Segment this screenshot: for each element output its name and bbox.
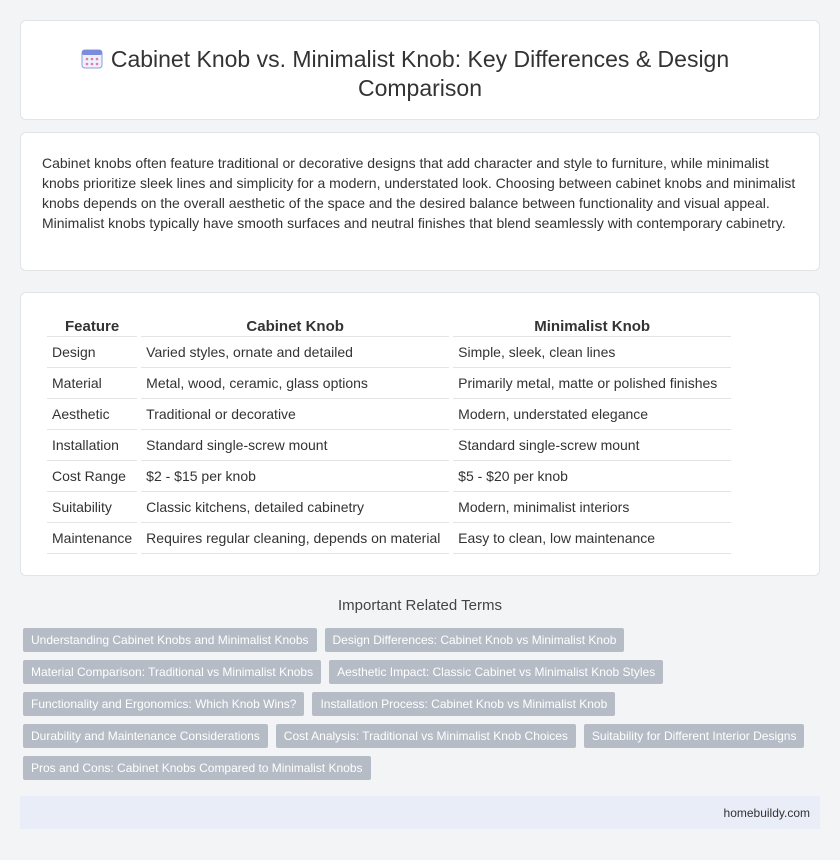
tag-link[interactable]: Cost Analysis: Traditional vs Minimalist Knob Choices (276, 724, 576, 748)
footer-site-link[interactable]: homebuildy.com (723, 806, 810, 820)
tag-link[interactable]: Durability and Maintenance Considerations (23, 724, 268, 748)
table-row (47, 337, 731, 368)
footer (20, 796, 820, 829)
table-header-row (47, 315, 731, 337)
table-row (47, 368, 731, 399)
header-minimalist-knob: Minimalist Knob (453, 315, 731, 337)
cell-feature: Aesthetic (47, 399, 137, 430)
cell-minimalist: Easy to clean, low maintenance (453, 523, 731, 554)
cell-cabinet: Standard single-screw mount (141, 430, 449, 461)
cell-minimalist: Standard single-screw mount (453, 430, 731, 461)
tag-link[interactable]: Pros and Cons: Cabinet Knobs Compared to Minimalist Knobs (23, 756, 371, 780)
tag-link[interactable]: Suitability for Different Interior Designs (584, 724, 805, 748)
cell-minimalist: Modern, understated elegance (453, 399, 731, 430)
cell-cabinet: Varied styles, ornate and detailed (141, 337, 449, 368)
tag-link[interactable]: Understanding Cabinet Knobs and Minimalist Knobs (23, 628, 317, 652)
tag-link[interactable]: Aesthetic Impact: Classic Cabinet vs Minimalist Knob Styles (329, 660, 663, 684)
cell-cabinet: Traditional or decorative (141, 399, 449, 430)
cell-feature: Cost Range (47, 461, 137, 492)
table-row (47, 399, 731, 430)
tag-row (23, 628, 823, 652)
cell-cabinet: $2 - $15 per knob (141, 461, 449, 492)
cell-feature: Suitability (47, 492, 137, 523)
cell-minimalist: Modern, minimalist interiors (453, 492, 731, 523)
table-row (47, 461, 731, 492)
cell-minimalist: $5 - $20 per knob (453, 461, 731, 492)
tag-row (23, 756, 823, 780)
cell-cabinet: Classic kitchens, detailed cabinetry (141, 492, 449, 523)
intro-card (20, 132, 820, 271)
table-row (47, 492, 731, 523)
cell-feature: Installation (47, 430, 137, 461)
cell-minimalist: Simple, sleek, clean lines (453, 337, 731, 368)
comparison-table (43, 315, 735, 554)
cell-minimalist: Primarily metal, matte or polished finishes (453, 368, 731, 399)
tag-link[interactable]: Functionality and Ergonomics: Which Knob Wins? (23, 692, 304, 716)
tag-row (23, 692, 823, 716)
tag-link[interactable]: Design Differences: Cabinet Knob vs Minimalist Knob (325, 628, 625, 652)
tag-link[interactable]: Installation Process: Cabinet Knob vs Minimalist Knob (312, 692, 615, 716)
cell-feature: Material (47, 368, 137, 399)
cell-cabinet: Requires regular cleaning, depends on material (141, 523, 449, 554)
cell-feature: Design (47, 337, 137, 368)
page-title: Cabinet Knob vs. Minimalist Knob: Key Differences & Design Comparison (110, 46, 730, 101)
comparison-table-card (20, 292, 820, 576)
header-feature: Feature (47, 315, 137, 337)
cell-cabinet: Metal, wood, ceramic, glass options (141, 368, 449, 399)
intro-paragraph: Cabinet knobs often feature traditional or decorative designs that add character and style to furniture, while minimalist knobs prioritize sleek lines and simplicity for a modern, understated look. Choosing between cabinet knobs and minimalist knobs depends on the overall aesthetic of the space and the desired balance between functionality and visual appeal. Minimalist knobs typically have smooth surfaces and neutral finishes that blend seamlessly with contemporary cabinetry. (42, 155, 796, 231)
tag-link[interactable]: Material Comparison: Traditional vs Minimalist Knobs (23, 660, 321, 684)
related-terms-tags (23, 628, 823, 788)
header-card (20, 20, 820, 120)
header-cabinet-knob: Cabinet Knob (141, 315, 449, 337)
tag-row (23, 724, 823, 748)
table-row (47, 430, 731, 461)
tag-row (23, 660, 823, 684)
table-row (47, 523, 731, 554)
related-terms-title: Important Related Terms (338, 597, 502, 614)
cell-feature: Maintenance (47, 523, 137, 554)
